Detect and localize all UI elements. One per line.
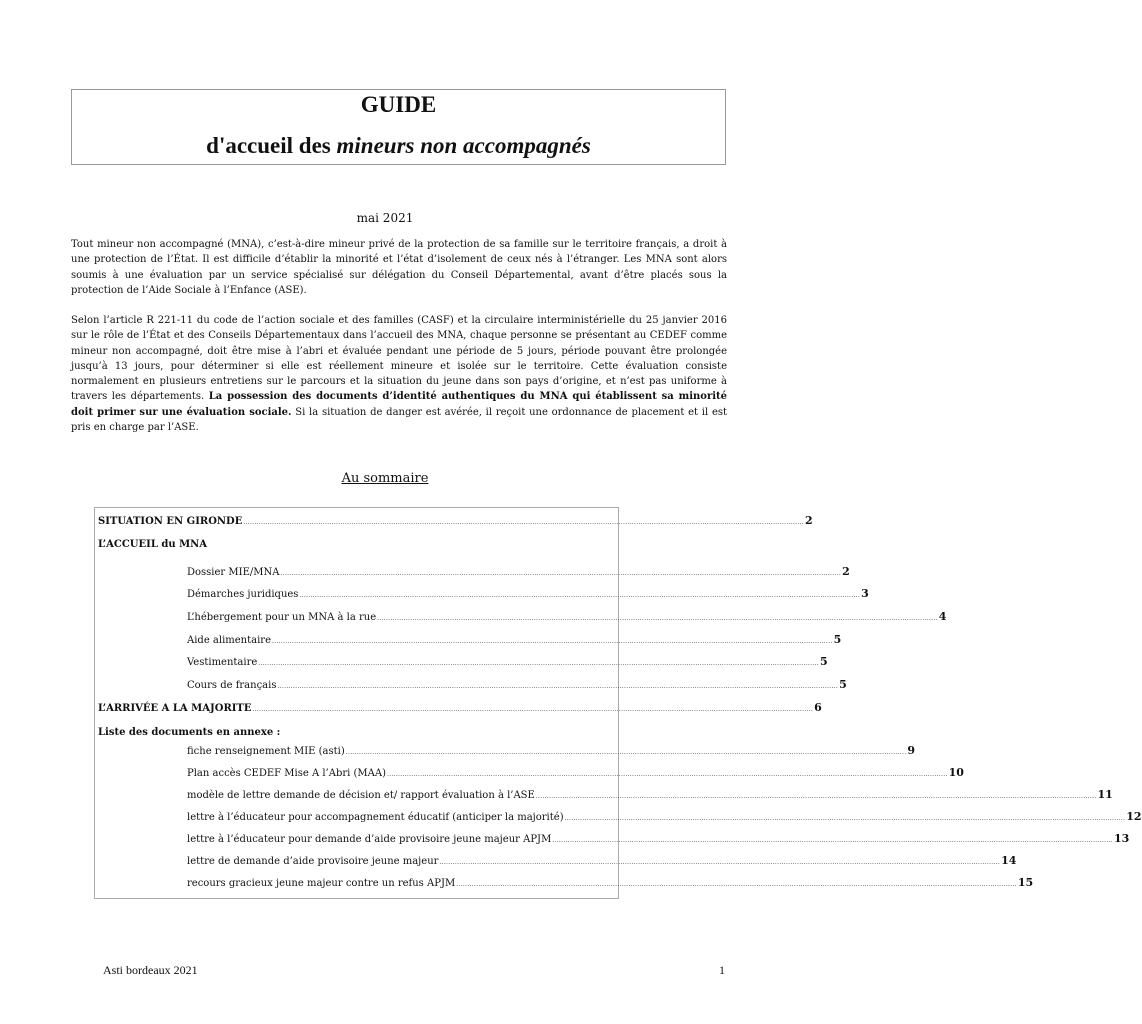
toc-entry-label: lettre de demande d’aide provisoire jeune majeur xyxy=(187,856,439,867)
toc-entry-hebergement[interactable] xyxy=(187,610,947,623)
toc-entry-label: Cours de français xyxy=(187,680,277,691)
toc-entry-label: L’hébergement pour un MNA à la rue xyxy=(187,612,377,623)
toc-entry-label: lettre à l’éducateur pour accompagnement éducatif (anticiper la majorité) xyxy=(187,812,564,823)
toc-entry-annexe-recours[interactable] xyxy=(187,876,1034,889)
title-box xyxy=(71,89,726,165)
summary-heading: Au sommaire xyxy=(341,471,429,486)
toc-leader-dots: .............................................................................................................................................................................................................................................................. xyxy=(456,881,1017,888)
toc-entry-annexe-modele-lettre[interactable] xyxy=(187,788,1113,801)
toc-entry-vestimentaire[interactable] xyxy=(187,655,828,668)
toc-entry-label: Plan accès CEDEF Mise A l’Abri (MAA) xyxy=(187,768,386,779)
toc-leader-dots: .............................................................................................................................................................................................................................................................. xyxy=(280,570,842,577)
toc-entry-label: L’ARRIVÉE A LA MAJORITE xyxy=(98,703,252,714)
toc-entry-label: Démarches juridiques xyxy=(187,589,299,600)
toc-entry-page: 11 xyxy=(1097,788,1113,801)
toc-leader-dots: .............................................................................................................................................................................................................................................................. xyxy=(564,815,1126,822)
toc-entry-demarches[interactable] xyxy=(187,587,869,600)
title-subtitle-prefix: d'accueil des xyxy=(206,133,337,158)
toc-entry-page: 14 xyxy=(1001,854,1017,867)
toc-heading-accueil: L’ACCUEIL du MNA xyxy=(98,539,208,550)
toc-leader-dots: .............................................................................................................................................................................................................................................................. xyxy=(243,519,804,526)
toc-entry-page: 5 xyxy=(819,655,828,668)
intro-paragraph-2 xyxy=(71,313,727,435)
toc-entry-page: 12 xyxy=(1126,810,1142,823)
toc-entry-label: SITUATION EN GIRONDE xyxy=(98,516,243,527)
toc-entry-annexe-demande-aide[interactable] xyxy=(187,854,1017,867)
toc-entry-annexe-lettre-accompagnement[interactable] xyxy=(187,810,1142,823)
toc-entry-dossier[interactable] xyxy=(187,565,850,578)
toc-entry-label: lettre à l’éducateur pour demande d’aide provisoire jeune majeur APJM xyxy=(187,834,552,845)
toc-leader-dots: .............................................................................................................................................................................................................................................................. xyxy=(252,706,814,713)
toc-entry-label: Dossier MIE/MNA xyxy=(187,567,280,578)
toc-entry-label: fiche renseignement MIE (asti) xyxy=(187,746,345,757)
paragraph-2-end: Si la situation de danger est avérée, il reçoit une ordonnance de placement et il est pris en charge par l’ASE. xyxy=(71,406,728,434)
toc-leader-dots: .............................................................................................................................................................................................................................................................. xyxy=(258,660,819,667)
toc-entry-situation[interactable] xyxy=(98,514,813,527)
toc-entry-page: 2 xyxy=(842,565,850,578)
paragraph-2-bold: La possession des documents d’identité authentiques du MNA qui établissent sa minorité doit primer sur une évaluation sociale. xyxy=(71,391,728,418)
toc-leader-dots: .............................................................................................................................................................................................................................................................. xyxy=(552,837,1113,844)
toc-entry-page: 3 xyxy=(861,587,869,600)
toc-entry-annexe-lettre-apjm[interactable] xyxy=(187,832,1130,845)
toc-entry-cours-francais[interactable] xyxy=(187,678,847,691)
toc-entry-label: modèle de lettre demande de décision et/ rapport évaluation à l’ASE xyxy=(187,790,535,801)
title-subtitle xyxy=(72,133,725,159)
toc-leader-dots: .............................................................................................................................................................................................................................................................. xyxy=(345,749,907,756)
intro-paragraph-1: Tout mineur non accompagné (MNA), c’est-à-dire mineur privé de la protection de sa famille sur le territoire français, a droit à une protection de l’État. Il est difficile d’établir la minorité et l’état d’isolement de ceux nés à l’étranger. Les MNA sont alors soumis à une évaluation par un service spécialisé sur délégation du Conseil Départemental, avant d’être placés sous la protection de l’Aide Sociale à l’Enfance (ASE). xyxy=(71,239,727,296)
toc-entry-page: 5 xyxy=(833,633,842,646)
toc-entry-annexe-plan[interactable] xyxy=(187,766,964,779)
toc-entry-label: Vestimentaire xyxy=(187,657,258,668)
toc-entry-majorite[interactable] xyxy=(98,701,822,714)
document-date: mai 2021 xyxy=(356,211,414,225)
toc-entry-page: 6 xyxy=(814,701,822,714)
toc-heading-annexes: Liste des documents en annexe : xyxy=(98,727,281,738)
toc-entry-page: 9 xyxy=(907,744,916,757)
paragraph-2-text: Selon l’article R 221-11 du code de l’action sociale et des familles (CASF) et la circulaire interministérielle du 25 janvier 2016 sur le rôle de l’État et des Conseils Départementaux dans l’accueil des MNA, chaque personne se présentant au CEDEF comme mineur non accompagné, doit être mise à l’abri et évaluée pendant une période de 5 jours, période pouvant être prolongée jusqu’à 13 jours, pour déterminer si elle est réellement mineure et isolée sur le territoire. Cette évaluation consiste normalement en plusieurs entretiens sur le parcours et la situation du jeune dans son pays d’origine, et n’est pas uniforme à travers les départements. xyxy=(71,315,727,403)
toc-entry-aide-alimentaire[interactable] xyxy=(187,633,842,646)
toc-entry-page: 10 xyxy=(948,766,964,779)
toc-entry-page: 4 xyxy=(938,610,947,623)
toc-entry-label: recours gracieux jeune majeur contre un refus APJM xyxy=(187,878,456,889)
toc-entry-label: Aide alimentaire xyxy=(187,635,271,646)
table-of-contents xyxy=(94,507,1142,899)
toc-entry-page: 15 xyxy=(1017,876,1034,889)
toc-leader-dots: .............................................................................................................................................................................................................................................................. xyxy=(277,683,839,690)
toc-leader-dots: .............................................................................................................................................................................................................................................................. xyxy=(535,793,1097,800)
toc-entry-annexe-fiche[interactable] xyxy=(187,744,916,757)
toc-leader-dots: .............................................................................................................................................................................................................................................................. xyxy=(439,859,1001,866)
title-subtitle-italic: mineurs non accompagnés xyxy=(336,133,591,158)
toc-entry-page: 13 xyxy=(1113,832,1130,845)
toc-entry-page: 5 xyxy=(839,678,847,691)
toc-leader-dots: .............................................................................................................................................................................................................................................................. xyxy=(387,771,948,778)
toc-leader-dots: .............................................................................................................................................................................................................................................................. xyxy=(272,638,833,645)
footer-text: Asti bordeaux 2021 xyxy=(103,963,198,977)
toc-leader-dots: .............................................................................................................................................................................................................................................................. xyxy=(377,615,938,622)
title-guide: GUIDE xyxy=(360,92,437,117)
footer-page-number: 1 xyxy=(719,963,725,977)
toc-entry-page: 2 xyxy=(804,514,813,527)
toc-leader-dots: .............................................................................................................................................................................................................................................................. xyxy=(299,592,861,599)
